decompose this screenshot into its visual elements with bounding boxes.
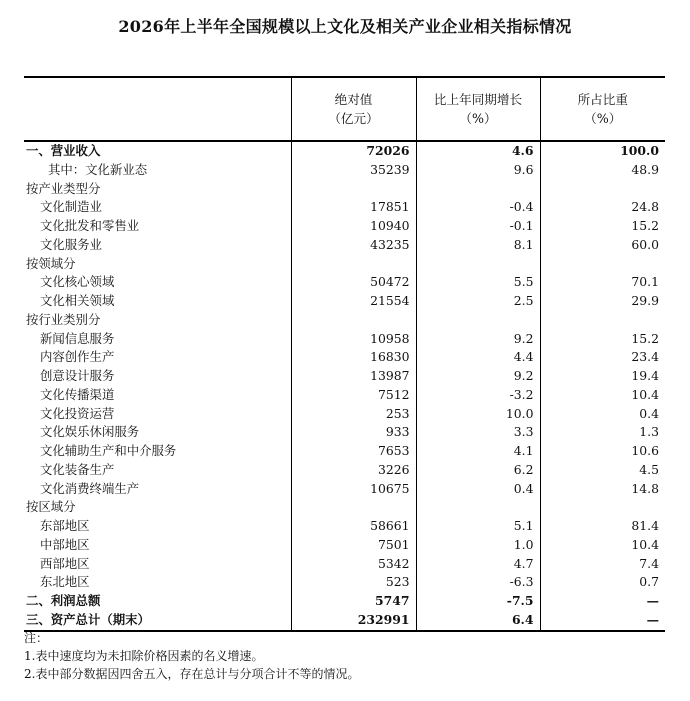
value-cell: 523 bbox=[291, 573, 416, 592]
row-label: 按行业类别分 bbox=[26, 311, 101, 327]
table-body bbox=[24, 141, 665, 631]
share-cell: 81.4 bbox=[540, 517, 665, 536]
table-row bbox=[24, 480, 665, 499]
share-cell: 23.4 bbox=[540, 348, 665, 367]
growth-cell: -7.5 bbox=[416, 592, 540, 611]
row-label: 新闻信息服务 bbox=[40, 330, 115, 346]
column-header-text: 绝对值 （亿元） bbox=[328, 92, 379, 126]
column-header-share bbox=[540, 77, 665, 141]
value-cell: 16830 bbox=[291, 348, 416, 367]
value-cell: 232991 bbox=[291, 611, 416, 631]
value-cell: 7501 bbox=[291, 536, 416, 555]
share-cell bbox=[540, 255, 665, 274]
value-cell: 5747 bbox=[291, 592, 416, 611]
row-label: 文化投资运营 bbox=[40, 405, 115, 421]
growth-cell: -6.3 bbox=[416, 573, 540, 592]
share-cell: 24.8 bbox=[540, 198, 665, 217]
value-cell: 3226 bbox=[291, 461, 416, 480]
table-row bbox=[24, 461, 665, 480]
table-row bbox=[24, 255, 665, 274]
share-cell: 60.0 bbox=[540, 236, 665, 255]
share-cell: 29.9 bbox=[540, 292, 665, 311]
row-label: 文化娱乐休闲服务 bbox=[40, 424, 140, 440]
share-cell: 4.5 bbox=[540, 461, 665, 480]
value-cell: 10940 bbox=[291, 217, 416, 236]
value-cell: 21554 bbox=[291, 292, 416, 311]
table-row bbox=[24, 180, 665, 199]
value-cell bbox=[291, 255, 416, 274]
row-label: 文化辅助生产和中介服务 bbox=[40, 443, 177, 459]
row-label: 文化装备生产 bbox=[40, 461, 115, 477]
column-header-growth bbox=[416, 77, 540, 141]
indicator-table bbox=[24, 76, 665, 632]
row-label: 按产业类型分 bbox=[26, 180, 101, 196]
growth-cell: -3.2 bbox=[416, 386, 540, 405]
value-cell: 58661 bbox=[291, 517, 416, 536]
footnote-1: 1.表中速度均为未扣除价格因素的名义增速。 bbox=[24, 649, 264, 663]
growth-cell: 9.2 bbox=[416, 367, 540, 386]
growth-cell: 3.3 bbox=[416, 423, 540, 442]
row-label: 东部地区 bbox=[40, 518, 90, 534]
table-row bbox=[24, 236, 665, 255]
value-cell: 17851 bbox=[291, 198, 416, 217]
row-label: 文化传播渠道 bbox=[40, 386, 115, 402]
value-cell: 35239 bbox=[291, 161, 416, 180]
footnotes bbox=[24, 629, 359, 683]
column-header-text: 比上年同期增长 （%） bbox=[433, 92, 523, 126]
growth-cell bbox=[416, 311, 540, 330]
value-cell: 13987 bbox=[291, 367, 416, 386]
row-label: 文化制造业 bbox=[40, 199, 102, 215]
table-row bbox=[24, 611, 665, 631]
share-cell bbox=[540, 498, 665, 517]
share-cell bbox=[540, 180, 665, 199]
share-cell: 19.4 bbox=[540, 367, 665, 386]
row-label: 三、资产总计（期末） bbox=[24, 611, 291, 631]
growth-cell: 1.0 bbox=[416, 536, 540, 555]
growth-cell bbox=[416, 180, 540, 199]
column-header-absolute-value bbox=[291, 77, 416, 141]
growth-cell: 10.0 bbox=[416, 405, 540, 424]
share-cell: 15.2 bbox=[540, 217, 665, 236]
row-label: 文化消费终端生产 bbox=[40, 480, 140, 496]
share-cell: 7.4 bbox=[540, 555, 665, 574]
share-cell: 100.0 bbox=[540, 141, 665, 161]
table-row bbox=[24, 217, 665, 236]
value-cell: 10958 bbox=[291, 330, 416, 349]
share-cell: 0.7 bbox=[540, 573, 665, 592]
table-row bbox=[24, 536, 665, 555]
value-cell: 933 bbox=[291, 423, 416, 442]
growth-cell: 8.1 bbox=[416, 236, 540, 255]
growth-cell: 4.4 bbox=[416, 348, 540, 367]
row-label: 其中：文化新业态 bbox=[48, 161, 148, 177]
column-header-text: 所占比重 （%） bbox=[577, 92, 628, 126]
value-cell: 7653 bbox=[291, 442, 416, 461]
share-cell: 0.4 bbox=[540, 405, 665, 424]
table-row bbox=[24, 592, 665, 611]
row-label: 内容创作生产 bbox=[40, 349, 115, 365]
growth-cell: 5.1 bbox=[416, 517, 540, 536]
table-header-row bbox=[24, 77, 665, 141]
growth-cell bbox=[416, 255, 540, 274]
share-cell: 10.6 bbox=[540, 442, 665, 461]
table-row bbox=[24, 198, 665, 217]
table-row bbox=[24, 517, 665, 536]
row-label: 东北地区 bbox=[40, 574, 90, 590]
value-cell: 50472 bbox=[291, 273, 416, 292]
column-header-label bbox=[24, 77, 291, 141]
row-label: 文化批发和零售业 bbox=[40, 218, 140, 234]
value-cell: 5342 bbox=[291, 555, 416, 574]
row-label: 文化服务业 bbox=[40, 236, 102, 252]
table-row bbox=[24, 555, 665, 574]
row-label: 按领域分 bbox=[26, 255, 76, 271]
growth-cell: 5.5 bbox=[416, 273, 540, 292]
table-row bbox=[24, 573, 665, 592]
footnote-heading: 注： bbox=[24, 631, 49, 645]
value-cell bbox=[291, 180, 416, 199]
share-cell: — bbox=[540, 611, 665, 631]
table-row bbox=[24, 405, 665, 424]
growth-cell: 4.6 bbox=[416, 141, 540, 161]
row-label: 一、营业收入 bbox=[26, 143, 101, 159]
value-cell: 43235 bbox=[291, 236, 416, 255]
table-row bbox=[24, 161, 665, 180]
page-title: 2026年上半年全国规模以上文化及相关产业企业相关指标情况 bbox=[118, 17, 572, 36]
row-label: 中部地区 bbox=[40, 536, 90, 552]
footnote-2: 2.表中部分数据因四舍五入，存在总计与分项合计不等的情况。 bbox=[24, 667, 360, 681]
growth-cell: 6.4 bbox=[416, 611, 540, 631]
share-cell: 10.4 bbox=[540, 536, 665, 555]
row-label: 文化相关领域 bbox=[40, 293, 115, 309]
value-cell: 72026 bbox=[291, 141, 416, 161]
row-label: 按区域分 bbox=[26, 499, 76, 515]
growth-cell: -0.4 bbox=[416, 198, 540, 217]
table-row bbox=[24, 330, 665, 349]
share-cell: 1.3 bbox=[540, 423, 665, 442]
value-cell bbox=[291, 498, 416, 517]
share-cell bbox=[540, 311, 665, 330]
table-row bbox=[24, 423, 665, 442]
value-cell bbox=[291, 311, 416, 330]
share-cell: 10.4 bbox=[540, 386, 665, 405]
growth-cell: 6.2 bbox=[416, 461, 540, 480]
table-row bbox=[24, 292, 665, 311]
growth-cell bbox=[416, 498, 540, 517]
row-label: 西部地区 bbox=[40, 555, 90, 571]
row-label: 创意设计服务 bbox=[40, 368, 115, 384]
growth-cell: 9.2 bbox=[416, 330, 540, 349]
table-row bbox=[24, 386, 665, 405]
row-label: 文化核心领域 bbox=[40, 274, 115, 290]
share-cell: 70.1 bbox=[540, 273, 665, 292]
table-row bbox=[24, 141, 665, 161]
share-cell: 14.8 bbox=[540, 480, 665, 499]
growth-cell: 4.1 bbox=[416, 442, 540, 461]
table-row bbox=[24, 273, 665, 292]
table-row bbox=[24, 498, 665, 517]
table-row bbox=[24, 367, 665, 386]
share-cell: 15.2 bbox=[540, 330, 665, 349]
share-cell: — bbox=[540, 592, 665, 611]
growth-cell: 9.6 bbox=[416, 161, 540, 180]
table-row bbox=[24, 348, 665, 367]
table-row bbox=[24, 442, 665, 461]
growth-cell: 4.7 bbox=[416, 555, 540, 574]
value-cell: 253 bbox=[291, 405, 416, 424]
growth-cell: -0.1 bbox=[416, 217, 540, 236]
share-cell: 48.9 bbox=[540, 161, 665, 180]
value-cell: 10675 bbox=[291, 480, 416, 499]
growth-cell: 0.4 bbox=[416, 480, 540, 499]
row-label: 二、利润总额 bbox=[26, 593, 101, 609]
growth-cell: 2.5 bbox=[416, 292, 540, 311]
value-cell: 7512 bbox=[291, 386, 416, 405]
table-row bbox=[24, 311, 665, 330]
